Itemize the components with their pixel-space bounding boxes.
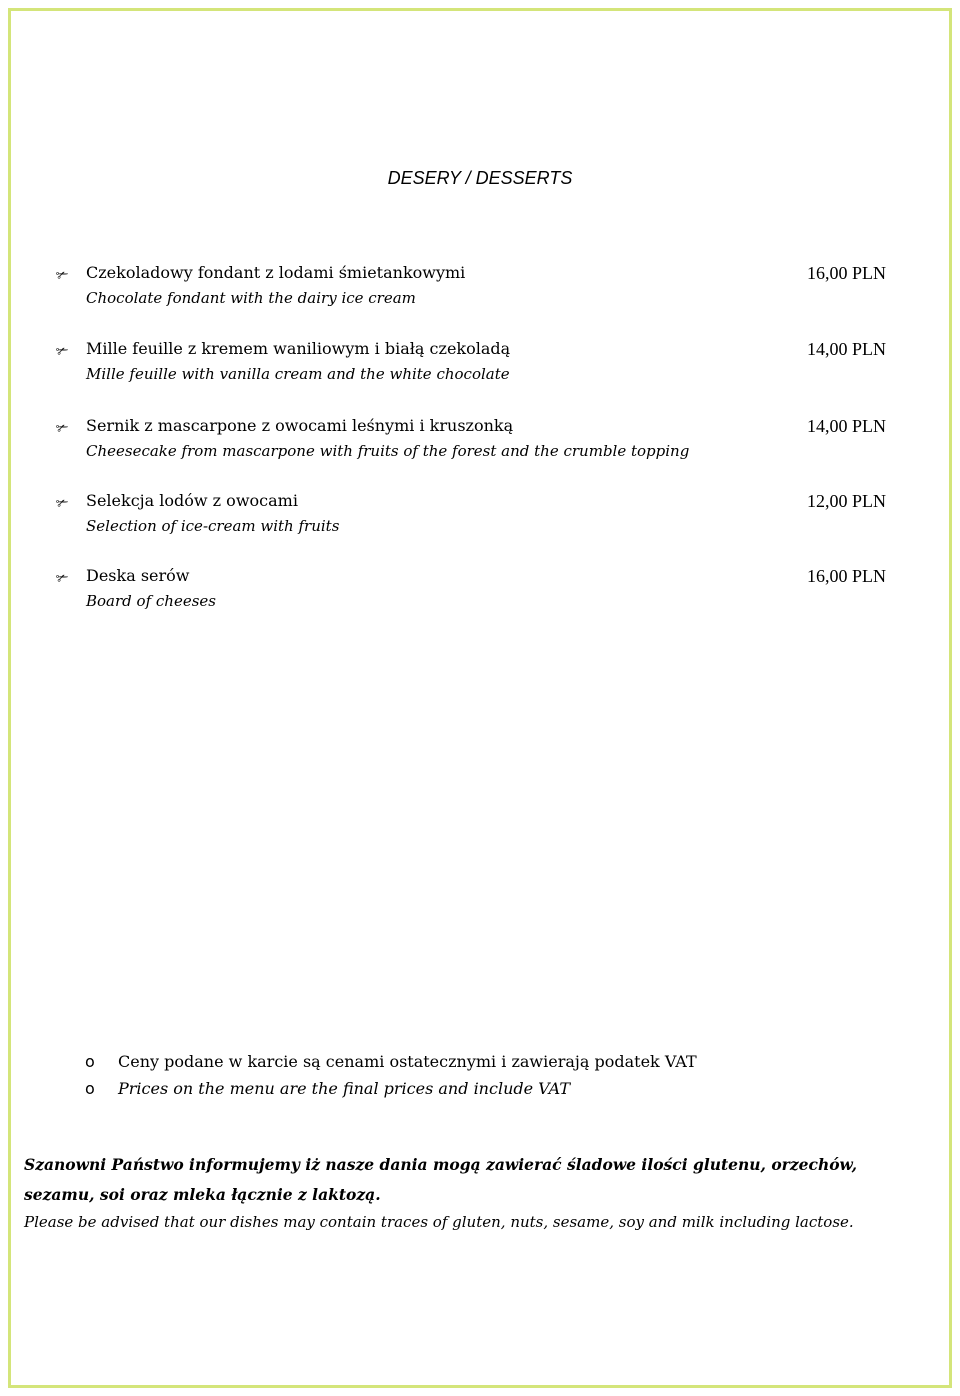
scissors-bullet-icon: ✃: [56, 266, 69, 284]
item-name: Sernik z mascarpone z owocami leśnymi i kruszonką: [86, 416, 514, 435]
vat-note-text: Ceny podane w karcie są cenami ostatecznymi i zawierają podatek VAT: [118, 1052, 697, 1071]
circle-bullet-icon: o: [85, 1052, 95, 1071]
menu-section-title: DESERY / DESSERTS: [387, 168, 573, 188]
allergen-notice-en: Please be advised that our dishes may contain traces of gluten, nuts, sesame, soy and milk including lactose.: [24, 1213, 854, 1231]
item-price: 16,00 PLN: [806, 566, 886, 586]
item-name: Mille feuille z kremem waniliowym i białą czekoladą: [86, 339, 511, 358]
item-price: 16,00 PLN: [806, 263, 886, 283]
item-description: Chocolate fondant with the dairy ice cream: [86, 289, 416, 307]
allergen-notice-pl: Szanowni Państwo informujemy iż nasze dania mogą zawierać śladowe ilości glutenu, orzechów, sezamu, soi oraz mleka łącznie z laktozą.: [24, 1155, 858, 1204]
scissors-bullet-icon: ✃: [56, 494, 69, 512]
menu-item: [56, 415, 886, 465]
item-name: Selekcja lodów z owocami: [86, 491, 298, 510]
item-price: 14,00 PLN: [806, 339, 886, 359]
circle-bullet-icon: o: [85, 1079, 95, 1098]
item-price: 12,00 PLN: [806, 491, 886, 511]
item-description: Cheesecake from mascarpone with fruits of the forest and the crumble topping: [86, 442, 690, 460]
menu-item: [56, 262, 886, 312]
scissors-bullet-icon: ✃: [56, 419, 69, 437]
item-name: Deska serów: [86, 566, 190, 585]
menu-item: [56, 338, 886, 388]
item-description: Mille feuille with vanilla cream and the white chocolate: [86, 365, 510, 383]
scissors-bullet-icon: ✃: [56, 342, 69, 360]
item-price: 14,00 PLN: [806, 416, 886, 436]
menu-item: [56, 490, 886, 540]
scissors-bullet-icon: ✃: [56, 569, 69, 587]
item-description: Selection of ice-cream with fruits: [86, 517, 340, 535]
item-description: Board of cheeses: [86, 592, 216, 610]
vat-note-en: [85, 1078, 865, 1102]
vat-note-pl: [85, 1051, 865, 1075]
vat-note-text: Prices on the menu are the final prices and include VAT: [118, 1079, 570, 1098]
menu-item: [56, 565, 886, 615]
item-name: Czekoladowy fondant z lodami śmietankowymi: [86, 263, 466, 282]
